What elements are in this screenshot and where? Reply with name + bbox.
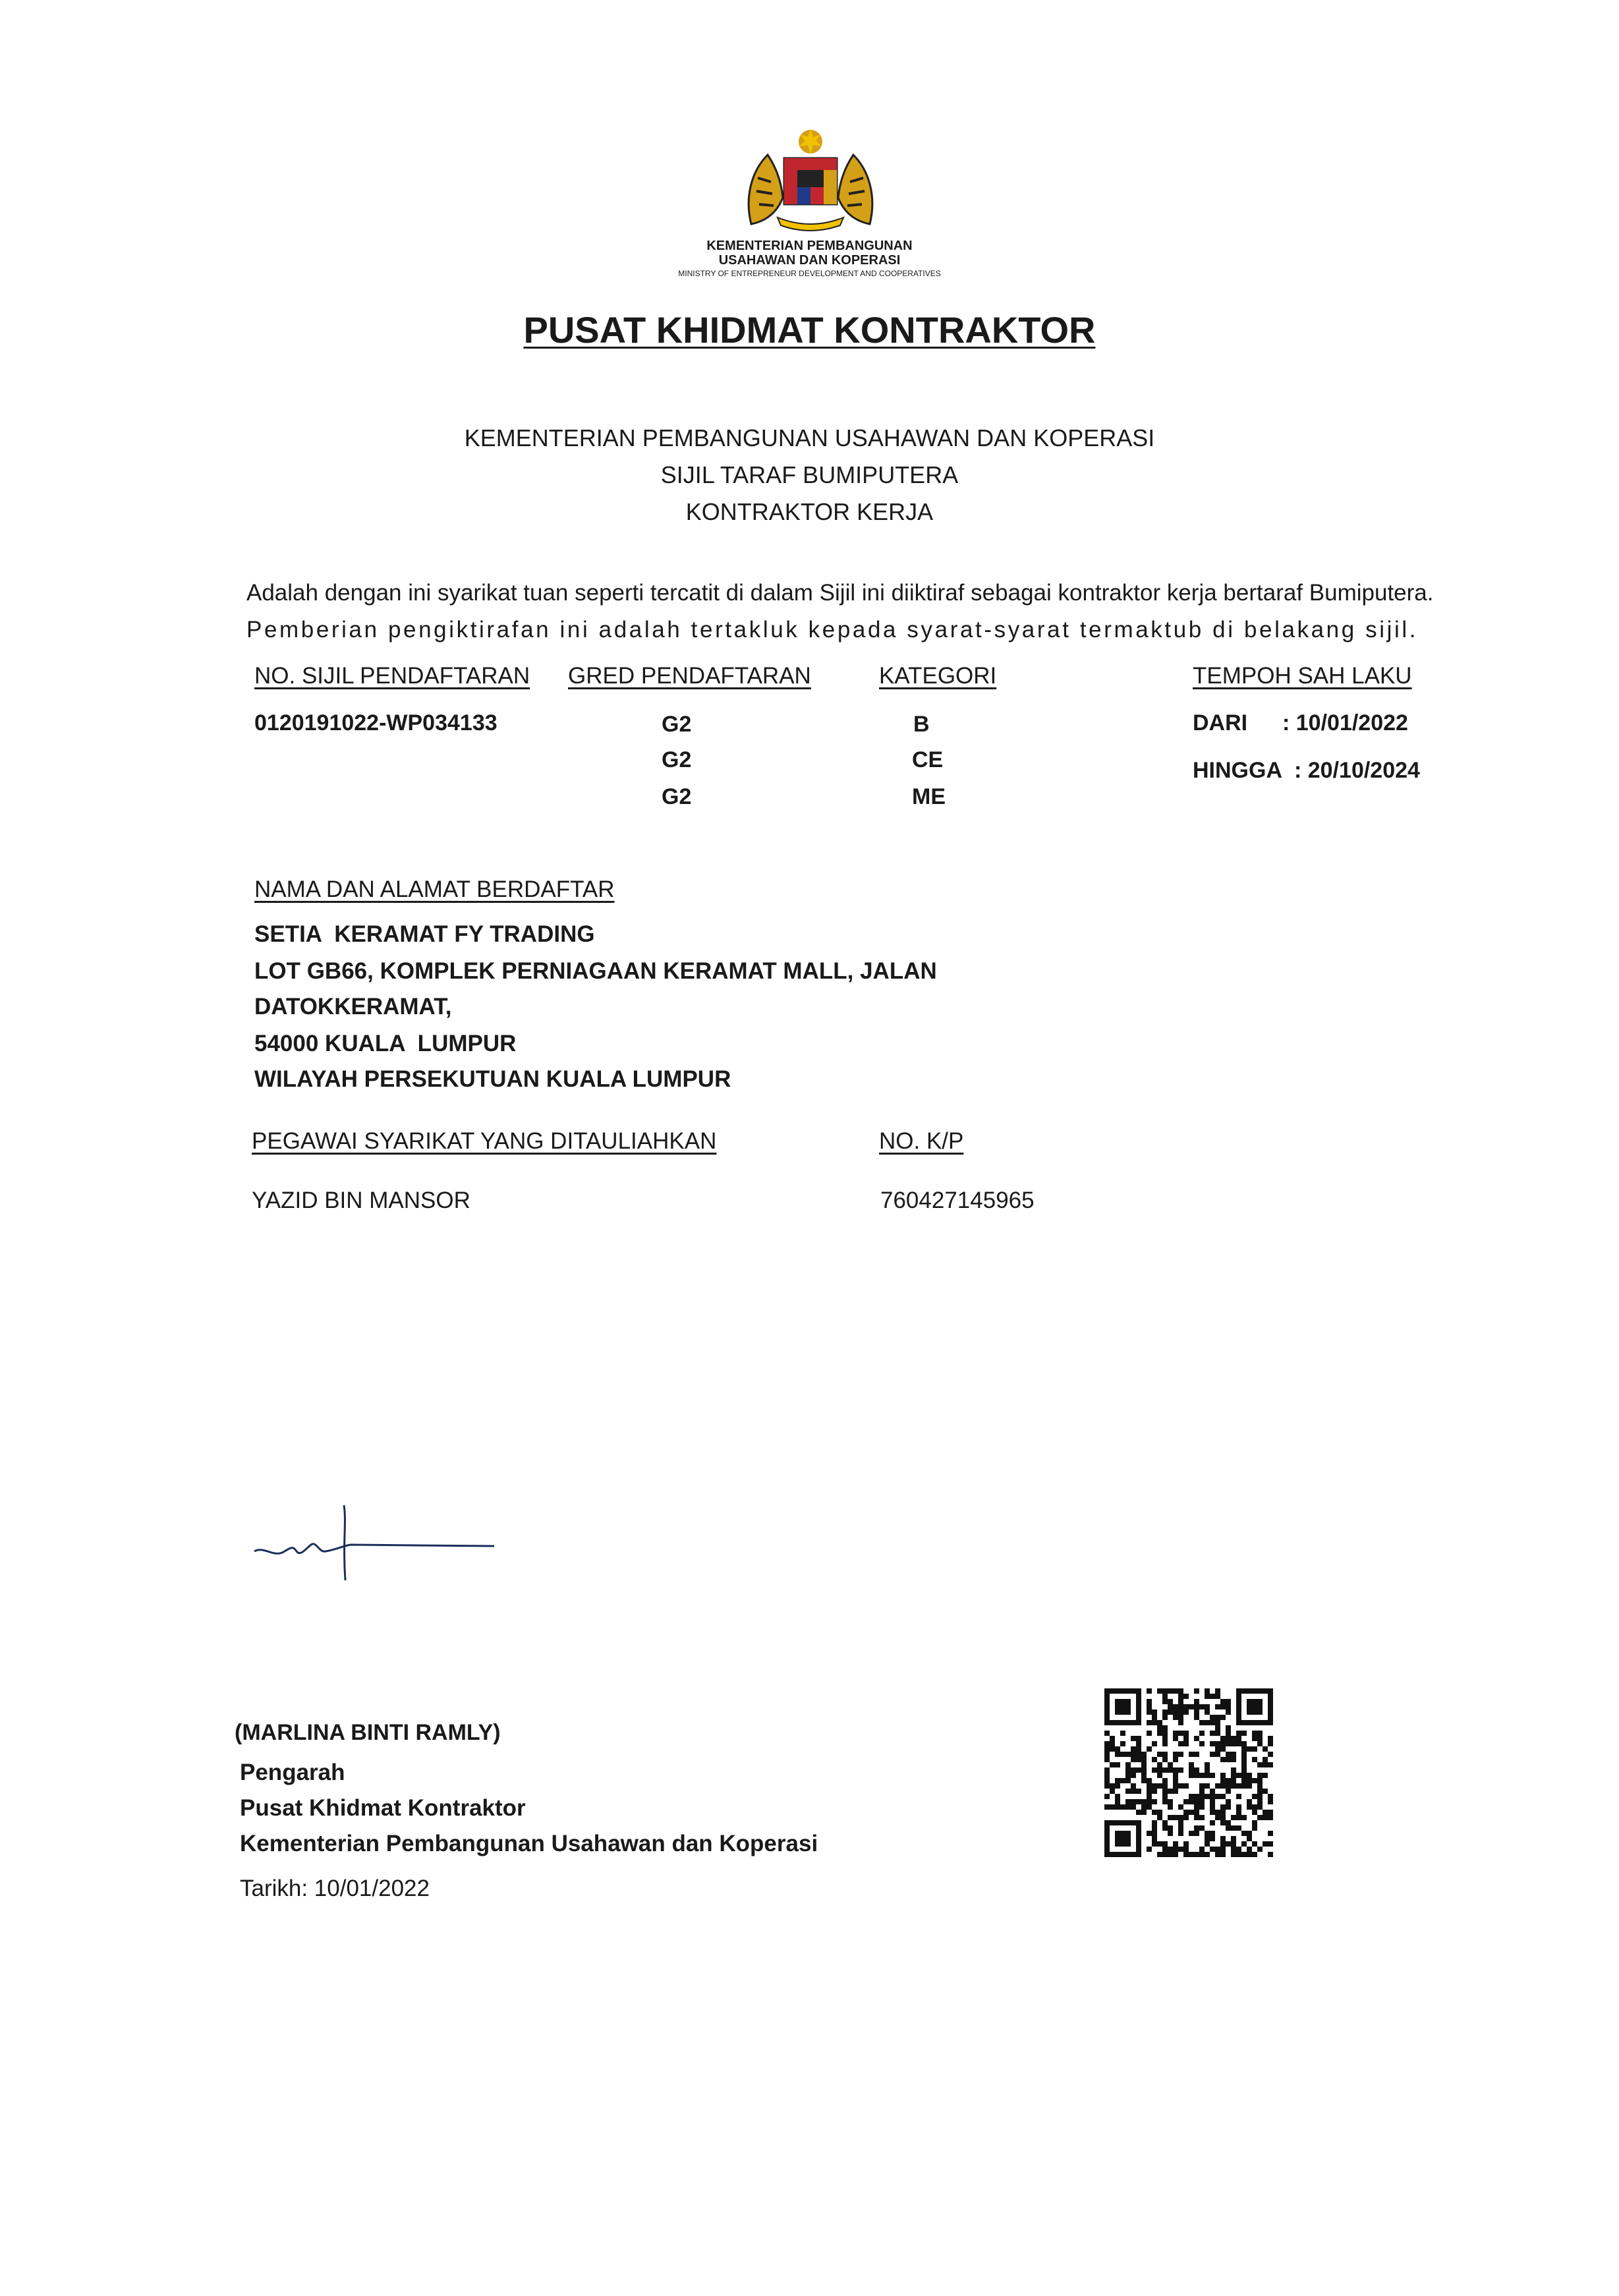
grade-3: G2 — [662, 784, 692, 809]
signatory-name: (MARLINA BINTI RAMLY) — [235, 1720, 501, 1745]
intro-line2: Pemberian pengiktirafan ini adalah tertakluk kepada syarat-syarat termaktub di belakang sijil. — [246, 617, 1419, 643]
signatory-position: Pengarah — [240, 1760, 345, 1785]
ministry-heading: KEMENTERIAN PEMBANGUNAN USAHAWAN DAN KOPERASI — [464, 424, 1155, 451]
signature-mark — [250, 1496, 501, 1588]
company-name: SETIA KERAMAT FY TRADING — [254, 921, 595, 947]
crest-caption-line3: MINISTRY OF ENTREPRENEUR DEVELOPMENT AND COOPERATIVES — [678, 269, 941, 278]
kp-header: NO. K/P — [879, 1128, 964, 1154]
page-title: PUSAT KHIDMAT KONTRAKTOR — [523, 309, 1096, 351]
hingga-value: : 20/10/2024 — [1294, 758, 1420, 783]
grade-1: G2 — [662, 712, 692, 737]
address-line: LOT GB66, KOMPLEK PERNIAGAAN KERAMAT MALL, JALAN — [254, 958, 937, 984]
signatory-department: Pusat Khidmat Kontraktor — [240, 1795, 526, 1821]
dari-label: DARI — [1193, 710, 1248, 735]
address-line: 54000 KUALA LUMPUR — [254, 1031, 517, 1056]
qr-code-icon — [1104, 1688, 1273, 1857]
category-3: ME — [912, 784, 946, 809]
category-1: B — [913, 712, 930, 737]
crest-caption-line1: KEMENTERIAN PEMBANGUNAN — [706, 239, 913, 253]
crest-caption-line2: USAHAWAN DAN KOPERASI — [718, 253, 901, 268]
header-gred: GRED PENDAFTARAN — [568, 663, 811, 689]
grade-2: G2 — [662, 747, 692, 772]
header-no-sijil: NO. SIJIL PENDAFTARAN — [254, 663, 530, 689]
signature-date: Tarikh: 10/01/2022 — [240, 1876, 430, 1901]
header-kategori: KATEGORI — [879, 663, 997, 689]
contractor-type: KONTRAKTOR KERJA — [685, 498, 934, 525]
officer-name: YAZID BIN MANSOR — [252, 1188, 470, 1213]
officer-kp: 760427145965 — [880, 1188, 1035, 1213]
address-line: WILAYAH PERSEKUTUAN KUALA LUMPUR — [254, 1066, 731, 1092]
officer-header: PEGAWAI SYARIKAT YANG DITAULIAHKAN — [252, 1128, 717, 1154]
address-header: NAMA DAN ALAMAT BERDAFTAR — [254, 876, 615, 902]
header-tempoh: TEMPOH SAH LAKU — [1193, 663, 1412, 689]
hingga-label: HINGGA — [1193, 758, 1282, 783]
intro-line1: Adalah dengan ini syarikat tuan seperti tercatit di dalam Sijil ini diiktiraf sebagai kontraktor kerja bertaraf Bumiputera. — [246, 580, 1434, 606]
no-sijil-value: 0120191022-WP034133 — [254, 710, 497, 735]
dari-value: : 10/01/2022 — [1282, 710, 1408, 735]
address-line: DATOKKERAMAT, — [254, 994, 452, 1019]
coat-of-arms-icon — [731, 125, 890, 237]
certificate-type: SIJIL TARAF BUMIPUTERA — [660, 461, 959, 488]
category-2: CE — [912, 747, 944, 772]
signatory-ministry: Kementerian Pembangunan Usahawan dan Koperasi — [240, 1831, 818, 1856]
